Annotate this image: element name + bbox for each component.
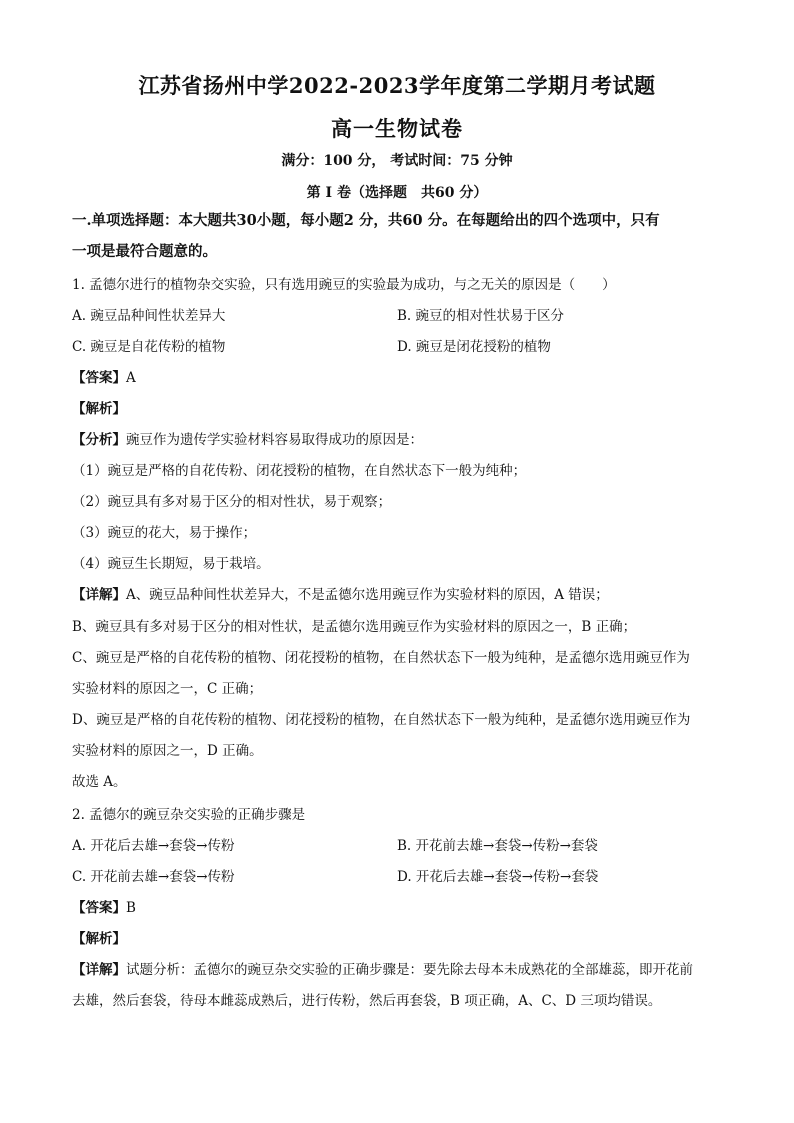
q2-stem: 2. 孟德尔的豌豆杂交实验的正确步骤是 [72,807,306,823]
q2-detail-text-1: 试题分析：孟德尔的豌豆杂交实验的正确步骤是：要先除去母本未成熟花的全部雄蕊，即开花前 [126,962,693,978]
answer-label: 【答案】 [72,370,126,386]
q1-detail-text-1: A、豌豆品种间性状差异大，不是孟德尔选用豌豆作为实验材料的原因，A 错误； [126,587,609,603]
q1-option-d: D. 豌豆是闭花授粉的植物 [397,339,551,355]
q1-detail-6: 实验材料的原因之一，D 正确。 [72,743,263,759]
q1-stem: 1. 孟德尔进行的植物杂交实验，只有选用豌豆的实验最为成功，与之无关的原因是（ ） [72,277,616,293]
detail-label: 【详解】 [72,962,126,978]
q1-point-1: （1）豌豆是严格的自花传粉、闭花授粉的植物，在自然状态下一般为纯种； [72,463,527,479]
detail-label: 【详解】 [72,587,126,603]
q1-analysis-heading: 【解析】 [72,401,126,417]
q1-point-2: （2）豌豆具有多对易于区分的相对性状，易于观察； [72,494,392,510]
exam-subtitle: 高一生物试卷 [331,116,463,141]
q2-answer [72,898,136,918]
answer-label: 【答案】 [72,900,126,916]
q1-option-c: C. 豌豆是自花传粉的植物 [72,339,226,355]
exam-title: 江苏省扬州中学2022-2023学年度第二学期月考试题 [138,73,656,98]
q1-analysis [72,430,423,450]
q2-detail-2: 去雄，然后套袋，待母本雌蕊成熟后，进行传粉，然后再套袋，B 项正确，A、C、D 三项均错误。 [72,993,662,1009]
q1-detail-4: 实验材料的原因之一，C 正确； [72,681,263,697]
section-heading: 第 Ⅰ 卷（选择题 共60 分） [306,185,488,201]
q1-option-a: A. 豌豆品种间性状差异大 [72,308,226,324]
q2-option-a: A. 开花后去雄→套袋→传粉 [72,838,235,854]
instructions-line-2: 一项是最符合题意的。 [72,243,217,260]
q2-detail-1 [72,960,693,980]
q1-detail-5: D、豌豆是严格的自花传粉的植物、闭花授粉的植物，在自然状态下一般为纯种，是孟德尔选用豌豆作为 [72,712,691,728]
q2-option-b: B. 开花前去雄→套袋→传粉→套袋 [397,838,598,854]
q1-answer-value: A [126,370,136,386]
q1-detail-2: B、豌豆具有多对易于区分的相对性状，是孟德尔选用豌豆作为实验材料的原因之一，B 正确； [72,619,637,635]
q1-analysis-text: 豌豆作为遗传学实验材料容易取得成功的原因是： [126,432,423,448]
q1-conclusion: 故选 A。 [72,774,127,790]
score-info: 满分：100 分， 考试时间：75 分钟 [281,153,513,169]
q2-option-c: C. 开花前去雄→套袋→传粉 [72,869,235,885]
q2-analysis-heading: 【解析】 [72,931,126,947]
q2-option-d: D. 开花后去雄→套袋→传粉→套袋 [397,869,599,885]
q1-detail-1 [72,585,609,605]
analysis-label: 【分析】 [72,432,126,448]
q1-detail-3: C、豌豆是严格的自花传粉的植物、闭花授粉的植物，在自然状态下一般为纯种，是孟德尔选用豌豆作为 [72,650,690,666]
q1-option-b: B. 豌豆的相对性状易于区分 [397,308,565,324]
q1-point-3: （3）豌豆的花大，易于操作； [72,525,257,541]
instructions-line-1: 一.单项选择题：本大题共30小题，每小题2 分，共60 分。在每题给出的四个选项中，只有 [72,212,660,229]
q1-point-4: （4）豌豆生长期短，易于栽培。 [72,556,270,572]
q2-answer-value: B [126,900,136,916]
q1-answer [72,368,136,388]
